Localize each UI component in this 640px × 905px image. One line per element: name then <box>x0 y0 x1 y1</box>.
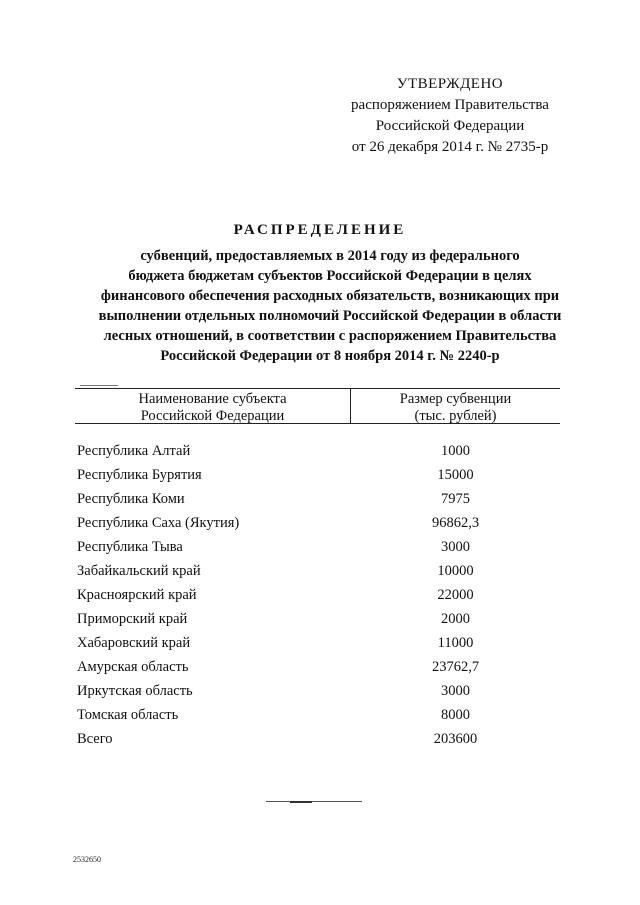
subject-name: Забайкальский край <box>77 563 201 579</box>
subvention-amount: 96862,3 <box>431 515 480 531</box>
table-row <box>75 538 560 562</box>
subtitle-line: бюджета бюджетам субъектов Российской Федерации в целях <box>128 268 532 284</box>
approval-line-3: от 26 декабря 2014 г. № 2735-р <box>351 139 549 155</box>
approval-heading: УТВЕРЖДЕНО <box>396 76 504 92</box>
subvention-amount: 23762,7 <box>431 659 480 675</box>
table-row <box>75 442 560 466</box>
table-row <box>75 586 560 610</box>
subject-name: Амурская область <box>77 659 189 675</box>
header-subject-line-1: Наименование субъекта <box>138 391 287 407</box>
subvention-amount: 1000 <box>441 443 470 459</box>
subvention-amount: 15000 <box>437 467 474 483</box>
header-subject-line-2: Российской Федерации <box>140 408 285 424</box>
subvention-amount: 3000 <box>441 683 470 699</box>
subvention-amount: 3000 <box>441 539 470 555</box>
table-top-rule-mark <box>80 385 118 386</box>
header-amount-line-2: (тыс. рублей) <box>414 408 497 424</box>
subject-name: Иркутская область <box>77 683 193 699</box>
subject-name: Республика Бурятия <box>77 467 202 483</box>
subject-name: Республика Тыва <box>77 539 183 555</box>
table-row <box>75 490 560 514</box>
subject-name: Республика Коми <box>77 491 185 507</box>
subtitle-line: лесных отношений, в соответствии с распоряжением Правительства <box>103 328 557 344</box>
subject-name: Хабаровский край <box>77 635 191 651</box>
subtitle-line: субвенций, предоставляемых в 2014 году из федерального <box>140 248 520 264</box>
table-row <box>75 562 560 586</box>
table-row <box>75 682 560 706</box>
approval-line-2: Российской Федерации <box>375 118 525 134</box>
end-rule-mark <box>290 801 312 803</box>
subvention-amount: 10000 <box>437 563 474 579</box>
table-row <box>75 706 560 730</box>
subvention-amount: 203600 <box>433 731 478 747</box>
subvention-amount: 11000 <box>437 635 474 651</box>
table-body <box>75 442 560 754</box>
header-subject-name <box>75 391 350 425</box>
table-row <box>75 730 560 754</box>
subvention-amount: 2000 <box>441 611 470 627</box>
subvention-amount: 22000 <box>437 587 474 603</box>
document-subtitle <box>90 246 570 366</box>
table-row <box>75 658 560 682</box>
subvention-amount: 7975 <box>441 491 470 507</box>
subvention-amount: 8000 <box>441 707 470 723</box>
end-rule <box>266 801 362 802</box>
subtitle-line: выполнении отдельных полномочий Российской Федерации в области <box>98 308 562 324</box>
subject-name: Приморский край <box>77 611 188 627</box>
table-header <box>75 389 560 424</box>
subject-name: Томская область <box>77 707 179 723</box>
subtitle-line: финансового обеспечения расходных обязательств, возникающих при <box>100 288 560 304</box>
subject-name: Республика Алтай <box>77 443 191 459</box>
document-title: РАСПРЕДЕЛЕНИЕ <box>233 222 407 238</box>
table-row <box>75 514 560 538</box>
subject-name: Республика Саха (Якутия) <box>77 515 240 531</box>
approval-line-1: распоряжением Правительства <box>351 97 549 113</box>
table-row <box>75 634 560 658</box>
subtitle-line: Российской Федерации от 8 ноября 2014 г. № 2240-р <box>160 348 500 364</box>
table-row <box>75 610 560 634</box>
subject-name: Красноярский край <box>77 587 197 603</box>
document-number: 2532650 <box>73 855 101 864</box>
table-row <box>75 466 560 490</box>
header-amount-line-1: Размер субвенции <box>399 391 512 407</box>
approval-block <box>330 74 570 158</box>
header-subvention-amount <box>351 391 560 425</box>
subject-name: Всего <box>77 731 113 747</box>
